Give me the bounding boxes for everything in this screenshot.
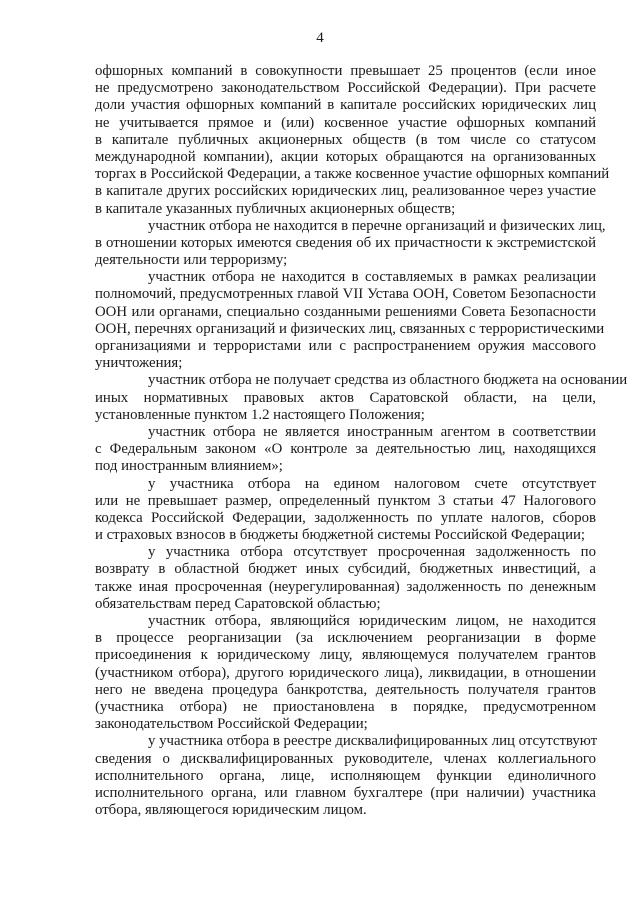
text-line: исполнительного органа, лице, исполняющем функции единоличного bbox=[95, 767, 596, 784]
text-line: ООН, перечнях организаций и физических лиц, связанных с террористическими bbox=[95, 320, 605, 337]
text-line: и страховых взносов в бюджеты бюджетной системы Российской Федерации; bbox=[95, 527, 586, 544]
text-line: него не введена процедура банкротства, деятельность получателя грантов bbox=[95, 681, 596, 698]
text-line: участник отбора, являющийся юридическим лицом, не находится bbox=[148, 613, 596, 629]
text-line: в капитале указанных публичных акционерных обществ; bbox=[95, 200, 456, 217]
text-line: участник отбора не находится в составляемых в рамках реализации bbox=[148, 269, 596, 286]
text-line: под иностранным влиянием»; bbox=[95, 458, 283, 475]
paragraph bbox=[95, 217, 606, 270]
text-line: участник отбора не находится в перечне организаций и физических лиц, bbox=[148, 217, 606, 234]
text-line: (участника отбора) не приостановлена в порядке, предусмотренном bbox=[95, 698, 596, 715]
text-line: организациями и террористами или с распространением оружия массового bbox=[95, 338, 596, 354]
text-line: ООН или органами, специально созданными решениями Совета Безопасности bbox=[95, 303, 596, 320]
text-line: участник отбора не является иностранным агентом в соответствии bbox=[148, 423, 596, 440]
text-line: торгах в Российской Федерации, а также косвенное участие офшорных компаний bbox=[95, 166, 610, 183]
paragraph bbox=[95, 372, 628, 424]
paragraph bbox=[95, 613, 596, 733]
text-line: участник отбора не получает средства из областного бюджета на основании bbox=[148, 372, 628, 389]
text-line: в капитале публичных акционерных обществ (в том числе со статусом bbox=[95, 131, 596, 148]
paragraph bbox=[95, 544, 596, 613]
text-line: возврату в областной бюджет иных субсидий, бюджетных инвестиций, а bbox=[95, 561, 596, 578]
text-line: законодательством Российской Федерации; bbox=[95, 716, 368, 733]
paragraph bbox=[95, 733, 596, 819]
text-line: кодекса Российской Федерации, задолженность по уплате налогов, сборов bbox=[95, 509, 596, 526]
text-line: обязательствам перед Саратовской областью; bbox=[95, 595, 381, 612]
text-line: офшорных компаний в совокупности превышает 25 процентов (если иное bbox=[95, 63, 596, 79]
text-line: деятельности или терроризму; bbox=[95, 252, 288, 269]
text-line: не предусмотрено законодательством Российской Федерации). При расчете bbox=[95, 80, 596, 97]
text-line: или не превышает размер, определенный пунктом 3 статьи 47 Налогового bbox=[95, 492, 596, 509]
text-line: в отношении которых имеются сведения об их причастности к экстремистской bbox=[95, 234, 596, 251]
text-line: с Федеральным законом «О контроле за деятельностью лиц, находящихся bbox=[95, 441, 596, 458]
paragraph bbox=[95, 476, 596, 545]
text-line: доли участия офшорных компаний в капитале российских юридических лиц bbox=[95, 97, 596, 114]
text-line: полномочий, предусмотренных главой VII Устава ООН, Советом Безопасности bbox=[95, 286, 596, 303]
text-line: не учитывается прямое и (или) косвенное участие офшорных компаний bbox=[95, 114, 596, 131]
paragraph bbox=[95, 63, 610, 218]
paragraph bbox=[95, 269, 605, 372]
text-line: (участником отбора), другого юридического лица), ликвидации, в отношении bbox=[95, 664, 596, 681]
page-number: 4 bbox=[316, 30, 324, 46]
text-line: исполнительного органа, или главном бухгалтере (при наличии) участника bbox=[95, 784, 596, 801]
text-line: уничтожения; bbox=[95, 355, 183, 372]
text-line: также иная просроченная (неурегулированная) задолженность по денежным bbox=[95, 578, 596, 595]
text-line: отбора, являющегося юридическим лицом. bbox=[95, 802, 367, 819]
document-body bbox=[95, 63, 628, 819]
text-line: иных нормативных правовых актов Саратовской области, на цели, bbox=[95, 389, 596, 406]
paragraph bbox=[95, 424, 596, 476]
text-line: международной компании), акции которых обращаются на организованных bbox=[95, 148, 596, 165]
text-line: у участника отбора на едином налоговом счете отсутствует bbox=[148, 475, 596, 492]
text-line: у участника отбора отсутствует просроченная задолженность по bbox=[148, 544, 596, 561]
text-line: присоединения к юридическому лицу, являющемуся получателем грантов bbox=[95, 647, 596, 664]
text-line: в процессе реорганизации (за исключением реорганизации в форме bbox=[95, 630, 596, 647]
text-line: сведения о дисквалифицированных руководителе, членах коллегиального bbox=[95, 750, 596, 767]
text-line: установленные пунктом 1.2 настоящего Положения; bbox=[95, 406, 425, 423]
text-line: в капитале других российских юридических лиц, реализованное через участие bbox=[95, 183, 596, 200]
text-line: у участника отбора в реестре дисквалифицированных лиц отсутствуют bbox=[148, 733, 598, 750]
